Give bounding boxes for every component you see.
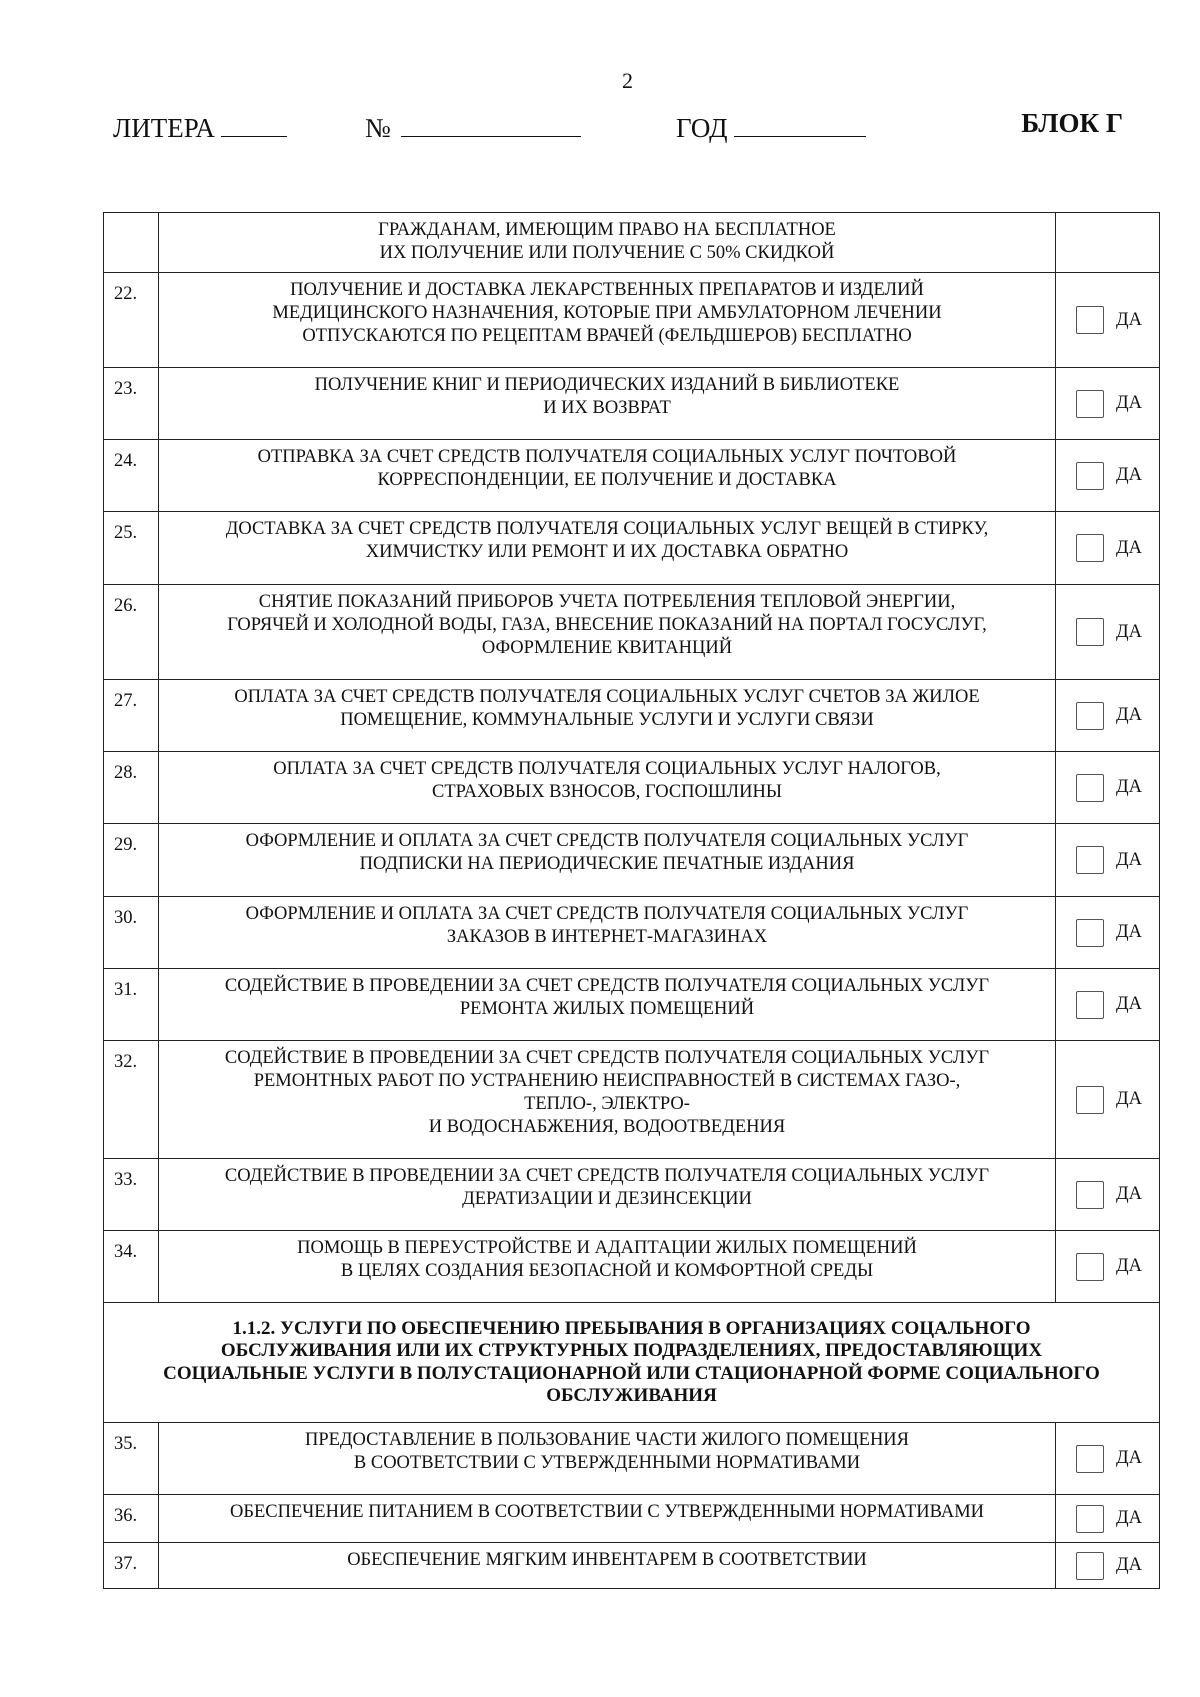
description-line: ДОСТАВКА ЗА СЧЕТ СРЕДСТВ ПОЛУЧАТЕЛЯ СОЦИАЛЬНЫХ УСЛУГ ВЕЩЕЙ В СТИРКУ, [225,519,989,539]
item-number: 32. [104,1041,159,1159]
description-line: В ЦЕЛЯХ СОЗДАНИЯ БЕЗОПАСНОЙ И КОМФОРТНОЙ СРЕДЫ [340,1261,874,1281]
description-line: ПРЕДОСТАВЛЕНИЕ В ПОЛЬЗОВАНИЕ ЧАСТИ ЖИЛОГО ПОМЕЩЕНИЯ [304,1430,910,1450]
yes-checkbox[interactable] [1076,702,1104,730]
yes-checkbox[interactable] [1076,1253,1104,1281]
table-row [104,680,1160,752]
service-description [159,680,1056,752]
description-line: СОДЕЙСТВИЕ В ПРОВЕДЕНИИ ЗА СЧЕТ СРЕДСТВ ПОЛУЧАТЕЛЯ СОЦИАЛЬНЫХ УСЛУГ [224,1166,990,1186]
checkbox-cell [1056,969,1160,1041]
table-row [104,213,1160,273]
service-description [159,273,1056,368]
description-line: СНЯТИЕ ПОКАЗАНИЙ ПРИБОРОВ УЧЕТА ПОТРЕБЛЕНИЯ ТЕПЛОВОЙ ЭНЕРГИИ, [258,592,956,612]
year-input-line[interactable] [734,108,866,137]
yes-checkbox[interactable] [1076,1552,1104,1580]
checkbox-group [1056,462,1159,490]
description-line: ОФОРМЛЕНИЕ И ОПЛАТА ЗА СЧЕТ СРЕДСТВ ПОЛУЧАТЕЛЯ СОЦИАЛЬНЫХ УСЛУГ [245,904,969,924]
description-line: ПОЛУЧЕНИЕ И ДОСТАВКА ЛЕКАРСТВЕННЫХ ПРЕПАРАТОВ И ИЗДЕЛИЙ [290,280,924,300]
description-line: ПОЛУЧЕНИЕ КНИГ И ПЕРИОДИЧЕСКИХ ИЗДАНИЙ В БИБЛИОТЕКЕ [314,375,900,395]
description-line: ОБЕСПЕЧЕНИЕ МЯГКИМ ИНВЕНТАРЕМ В СООТВЕТСТВИИ [347,1550,867,1570]
checkbox-cell [1056,1041,1160,1159]
item-number: 25. [104,512,159,585]
checkbox-cell [1056,1231,1160,1303]
table-row [104,1543,1160,1589]
services-table [103,212,1160,1589]
description-line: ПОМОЩЬ В ПЕРЕУСТРОЙСТВЕ И АДАПТАЦИИ ЖИЛЫХ ПОМЕЩЕНИЙ [297,1238,917,1258]
table-row [104,1159,1160,1231]
service-description [159,440,1056,512]
description-line: ОБЕСПЕЧЕНИЕ ПИТАНИЕМ В СООТВЕТСТВИИ С УТВЕРЖДЕННЫМИ НОРМАТИВАМИ [229,1502,985,1522]
yes-label: ДА [1116,465,1142,485]
service-description [159,1423,1056,1495]
service-description [159,969,1056,1041]
page-number: 2 [622,68,633,93]
yes-checkbox[interactable] [1076,991,1104,1019]
service-description [159,1159,1056,1231]
section-heading-row [104,1303,1160,1423]
yes-checkbox[interactable] [1076,919,1104,947]
yes-label: ДА [1116,705,1142,725]
item-number: 23. [104,368,159,440]
litera-input-line[interactable] [221,108,287,137]
checkbox-cell [1056,897,1160,969]
table-row [104,752,1160,824]
yes-label: ДА [1116,1256,1142,1276]
yes-label: ДА [1116,309,1142,330]
checkbox-group [1056,774,1159,802]
checkbox-group [1056,919,1159,947]
table-row [104,824,1160,897]
checkbox-cell [1056,824,1160,897]
service-description [159,1495,1056,1543]
description-line: В СООТВЕТСТВИИ С УТВЕРЖДЕННЫМИ НОРМАТИВАМИ [353,1453,861,1473]
item-number: 29. [104,824,159,897]
service-description [159,585,1056,680]
yes-label: ДА [1116,849,1142,870]
yes-checkbox[interactable] [1076,390,1104,418]
description-line: ХИМЧИСТКУ ИЛИ РЕМОНТ И ИХ ДОСТАВКА ОБРАТНО [365,542,849,562]
service-description [159,512,1056,585]
checkbox-group [1056,991,1159,1019]
checkbox-group [1056,1086,1159,1114]
checkbox-group [1056,846,1159,874]
description-line: ПОМЕЩЕНИЕ, КОММУНАЛЬНЫЕ УСЛУГИ И УСЛУГИ СВЯЗИ [340,710,874,730]
number-label: № [365,113,391,143]
item-number: 33. [104,1159,159,1231]
description-line: ГОРЯЧЕЙ И ХОЛОДНОЙ ВОДЫ, ГАЗА, ВНЕСЕНИЕ ПОКАЗАНИЙ НА ПОРТАЛ ГОСУСЛУГ, [227,615,987,635]
checkbox-group [1056,534,1159,562]
table-row [104,368,1160,440]
yes-label: ДА [1116,1448,1142,1468]
table-row [104,273,1160,368]
table-row [104,1495,1160,1543]
service-description [159,752,1056,824]
checkbox-cell [1056,273,1160,368]
section-heading-line: СОЦИАЛЬНЫЕ УСЛУГИ В ПОЛУСТАЦИОНАРНОЙ ИЛИ СТАЦИОНАРНОЙ ФОРМЕ СОЦИАЛЬНОГО [163,1362,1100,1384]
item-number: 24. [104,440,159,512]
description-line: СОДЕЙСТВИЕ В ПРОВЕДЕНИИ ЗА СЧЕТ СРЕДСТВ ПОЛУЧАТЕЛЯ СОЦИАЛЬНЫХ УСЛУГ [224,1048,990,1068]
description-line: СОДЕЙСТВИЕ В ПРОВЕДЕНИИ ЗА СЧЕТ СРЕДСТВ ПОЛУЧАТЕЛЯ СОЦИАЛЬНЫХ УСЛУГ [224,976,990,996]
table-row [104,897,1160,969]
service-description [159,824,1056,897]
item-number: 35. [104,1423,159,1495]
checkbox-cell [1056,1543,1160,1589]
description-line: ПОДПИСКИ НА ПЕРИОДИЧЕСКИЕ ПЕЧАТНЫЕ ИЗДАНИЯ [359,854,855,874]
item-number: 26. [104,585,159,680]
description-line: ОТПУСКАЮТСЯ ПО РЕЦЕПТАМ ВРАЧЕЙ (ФЕЛЬДШЕРОВ) БЕСПЛАТНО [302,326,912,346]
yes-checkbox[interactable] [1076,306,1104,334]
checkbox-group [1056,1181,1159,1209]
item-number: 22. [104,273,159,368]
description-line: ОПЛАТА ЗА СЧЕТ СРЕДСТВ ПОЛУЧАТЕЛЯ СОЦИАЛЬНЫХ УСЛУГ НАЛОГОВ, [273,759,941,779]
yes-label: ДА [1116,1089,1142,1109]
yes-checkbox[interactable] [1076,618,1104,646]
checkbox-group [1056,1445,1159,1473]
checkbox-group [1056,1505,1159,1533]
table-row [104,1423,1160,1495]
service-description [159,1543,1056,1589]
item-number: 37. [104,1543,159,1589]
checkbox-cell [1056,512,1160,585]
yes-checkbox[interactable] [1076,1181,1104,1209]
checkbox-cell [1056,680,1160,752]
checkbox-group [1056,1253,1159,1281]
yes-label: ДА [1116,777,1142,797]
description-line: ОПЛАТА ЗА СЧЕТ СРЕДСТВ ПОЛУЧАТЕЛЯ СОЦИАЛЬНЫХ УСЛУГ СЧЕТОВ ЗА ЖИЛОЕ [234,687,980,707]
checkbox-cell [1056,1495,1160,1543]
checkbox-group [1056,1552,1159,1580]
description-line: ТЕПЛО-, ЭЛЕКТРО- [524,1094,690,1114]
description-line: РЕМОНТА ЖИЛЫХ ПОМЕЩЕНИЙ [459,999,755,1019]
yes-checkbox[interactable] [1076,1086,1104,1114]
item-number: 27. [104,680,159,752]
item-number: 30. [104,897,159,969]
checkbox-group [1056,702,1159,730]
table-row [104,969,1160,1041]
description-line: ИХ ПОЛУЧЕНИЕ ИЛИ ПОЛУЧЕНИЕ С 50% СКИДКОЙ [379,243,835,263]
table-row [104,512,1160,585]
yes-label: ДА [1116,994,1142,1014]
section-heading-line: 1.1.2. УСЛУГИ ПО ОБЕСПЕЧЕНИЮ ПРЕБЫВАНИЯ В ОРГАНИЗАЦИЯХ СОЦАЛЬНОГО [232,1317,1031,1339]
yes-checkbox[interactable] [1076,774,1104,802]
yes-label: ДА [1116,1184,1142,1204]
item-number: 28. [104,752,159,824]
yes-label: ДА [1116,393,1142,413]
item-number: 31. [104,969,159,1041]
yes-label: ДА [1116,621,1142,642]
table-row [104,585,1160,680]
yes-checkbox[interactable] [1076,846,1104,874]
checkbox-cell [1056,585,1160,680]
yes-label: ДА [1116,537,1142,558]
service-description [159,1231,1056,1303]
block-label: БЛОК Г [1021,108,1123,138]
empty-cell [1056,213,1160,273]
description-line: МЕДИЦИНСКОГО НАЗНАЧЕНИЯ, КОТОРЫЕ ПРИ АМБУЛАТОРНОМ ЛЕЧЕНИИ [272,303,942,323]
yes-label: ДА [1116,1508,1142,1528]
description-line: ОТПРАВКА ЗА СЧЕТ СРЕДСТВ ПОЛУЧАТЕЛЯ СОЦИАЛЬНЫХ УСЛУГ ПОЧТОВОЙ [257,447,957,467]
litera-label: ЛИТЕРА [113,113,215,143]
description-line: ОФОРМЛЕНИЕ И ОПЛАТА ЗА СЧЕТ СРЕДСТВ ПОЛУЧАТЕЛЯ СОЦИАЛЬНЫХ УСЛУГ [245,831,969,851]
year-field [676,108,866,144]
description-line: КОРРЕСПОНДЕНЦИИ, ЕЕ ПОЛУЧЕНИЕ И ДОСТАВКА [377,470,837,490]
checkbox-cell [1056,1159,1160,1231]
yes-label: ДА [1116,922,1142,942]
item-number [104,213,159,273]
description-line: И ИХ ВОЗВРАТ [543,398,671,418]
service-description [159,1041,1056,1159]
service-description [159,368,1056,440]
year-label: ГОД [676,113,728,143]
description-line: СТРАХОВЫХ ВЗНОСОВ, ГОСПОШЛИНЫ [432,782,782,802]
checkbox-cell [1056,752,1160,824]
table-row [104,440,1160,512]
checkbox-cell [1056,1423,1160,1495]
yes-checkbox[interactable] [1076,1445,1104,1473]
yes-label: ДА [1116,1555,1142,1575]
table-row [104,1041,1160,1159]
table-row [104,1231,1160,1303]
number-field [365,108,581,144]
yes-checkbox[interactable] [1076,1505,1104,1533]
description-line: ЗАКАЗОВ В ИНТЕРНЕТ-МАГАЗИНАХ [446,927,768,947]
description-line: ГРАЖДАНАМ, ИМЕЮЩИМ ПРАВО НА БЕСПЛАТНОЕ [378,220,836,240]
form-header [113,108,1123,148]
yes-checkbox[interactable] [1076,534,1104,562]
service-description [159,213,1056,273]
description-line: ДЕРАТИЗАЦИИ И ДЕЗИНСЕКЦИИ [462,1189,752,1209]
number-input-line[interactable] [401,108,581,137]
section-heading [104,1303,1160,1423]
section-heading-line: ОБСЛУЖИВАНИЯ ИЛИ ИХ СТРУКТУРНЫХ ПОДРАЗДЕЛЕНИЯХ, ПРЕДОСТАВЛЯЮЩИХ [220,1340,1043,1361]
checkbox-cell [1056,368,1160,440]
checkbox-group [1056,306,1159,334]
item-number: 34. [104,1231,159,1303]
item-number: 36. [104,1495,159,1543]
checkbox-group [1056,618,1159,646]
service-description [159,897,1056,969]
section-heading-line: ОБСЛУЖИВАНИЯ [546,1385,717,1406]
litera-field [113,108,287,144]
description-line: И ВОДОСНАБЖЕНИЯ, ВОДООТВЕДЕНИЯ [428,1117,786,1137]
checkbox-cell [1056,440,1160,512]
yes-checkbox[interactable] [1076,462,1104,490]
description-line: РЕМОНТНЫХ РАБОТ ПО УСТРАНЕНИЮ НЕИСПРАВНОСТЕЙ В СИСТЕМАХ ГАЗО-, [253,1071,961,1091]
checkbox-group [1056,390,1159,418]
description-line: ОФОРМЛЕНИЕ КВИТАНЦИЙ [481,638,733,658]
